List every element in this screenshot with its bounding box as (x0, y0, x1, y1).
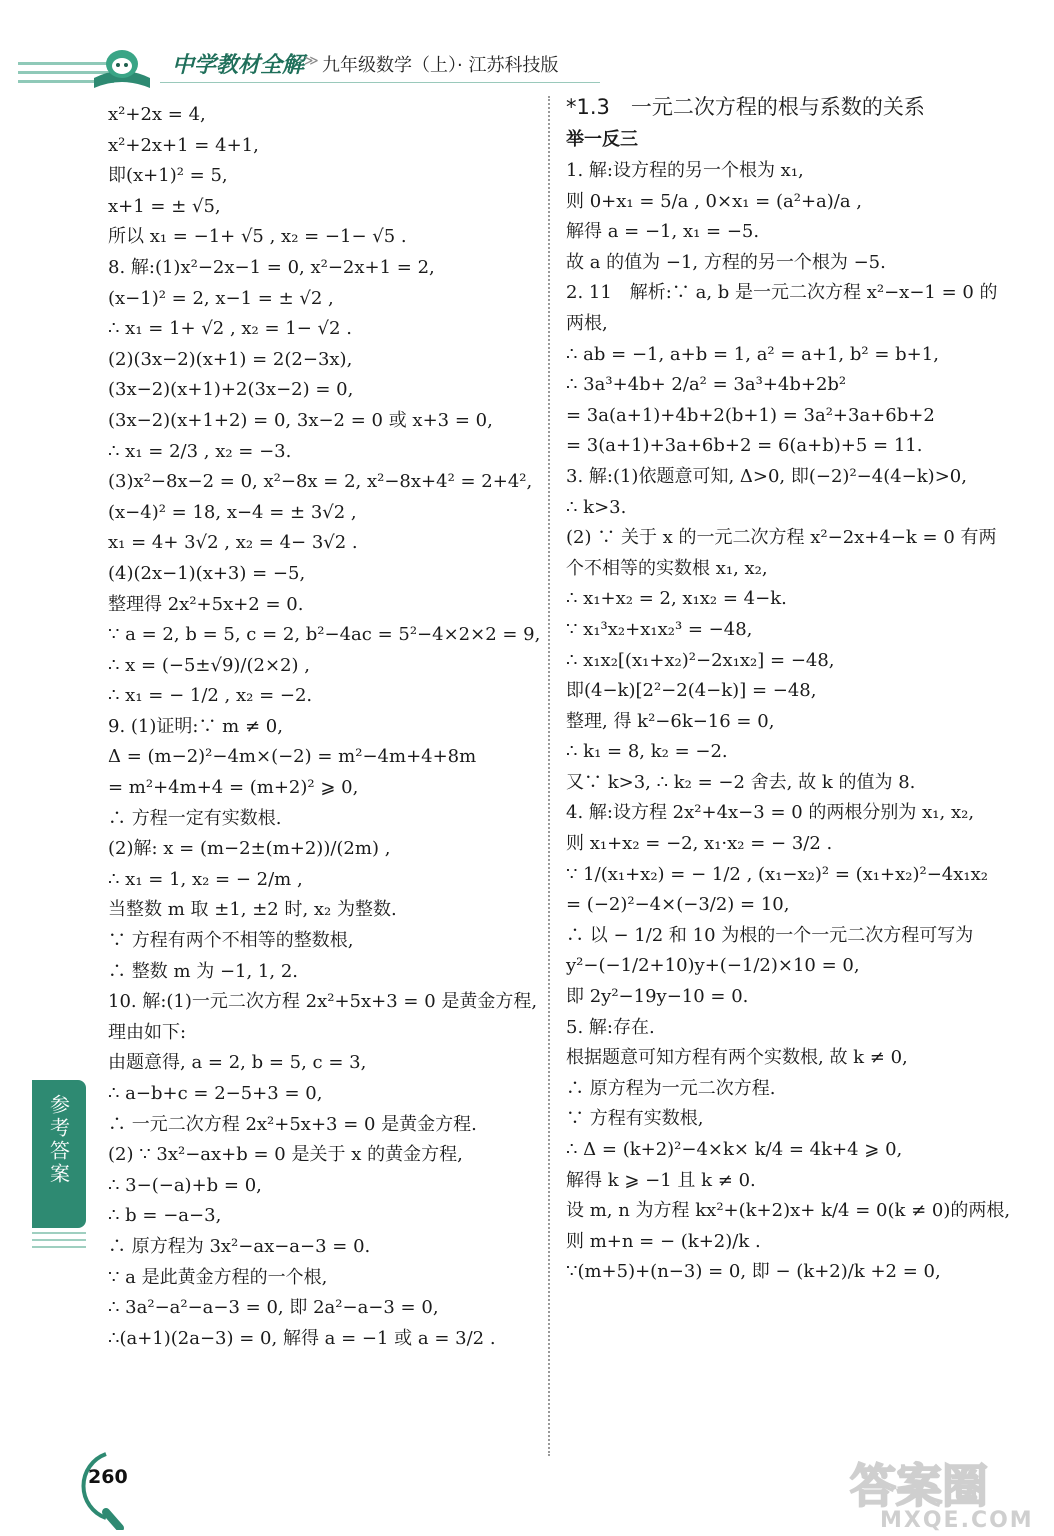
answer-line: 由题意得, a = 2, b = 5, c = 3, (108, 1052, 367, 1074)
answer-line: ∴ x₁+x₂ = 2, x₁x₂ = 4−k. (566, 588, 787, 610)
answer-line: ∴ a−b+c = 2−5+3 = 0, (108, 1083, 323, 1104)
answer-line: (2) ∵ 3x²−ax+b = 0 是关于 x 的黄金方程, (108, 1144, 463, 1166)
answer-line: 设 m, n 为方程 kx²+(k+2)x+ k/4 = 0(k ≠ 0)的两根, (566, 1200, 1011, 1222)
answer-line: 1. 解:设方程的另一个根为 x₁, (566, 160, 804, 181)
answer-line: 5. 解:存在. (566, 1016, 655, 1038)
column-divider (548, 96, 550, 1456)
header-rule (160, 82, 600, 83)
answer-line: ∴ ab = −1, a+b = 1, a² = a+1, b² = b+1, (566, 343, 939, 365)
header-subtitle: 九年级数学（上）· 江苏科技版 (322, 55, 559, 76)
answer-line: ∴ 以 − 1/2 和 10 为根的一个一元二次方程可写为 (566, 924, 974, 946)
answer-line: ∴ x₁ = 1, x₂ = − 2/m , (108, 868, 303, 890)
answer-line: 整理得 2x²+5x+2 = 0. (108, 593, 304, 615)
answer-line: Δ = (m−2)²−4m×(−2) = m²−4m+4+8m (108, 746, 477, 768)
answer-line: x+1 = ± √5, (108, 195, 221, 217)
answer-line: ∴ 3a²−a²−a−3 = 0, 即 2a²−a−3 = 0, (108, 1297, 439, 1319)
answer-line: 理由如下: (108, 1021, 187, 1043)
answer-line: 整理, 得 k²−6k−16 = 0, (566, 710, 775, 732)
answer-line: 8. 解:(1)x²−2x−1 = 0, x²−2x+1 = 2, (108, 256, 435, 278)
answer-line: = 3(a+1)+3a+6b+2 = 6(a+b)+5 = 11. (566, 435, 923, 457)
answer-line: ∵(m+5)+(n−3) = 0, 即 − (k+2)/k +2 = 0, (566, 1261, 941, 1283)
answer-line: (3)x²−8x−2 = 0, x²−8x = 2, x²−8x+4² = 2+4², (108, 471, 533, 493)
reference-answers-tab (32, 1080, 86, 1228)
answer-line: 则 m+n = − (k+2)/k . (566, 1230, 761, 1252)
side-tab-label: 参考答案 (46, 1094, 71, 1186)
header-arrow: ≫ (304, 53, 319, 69)
answer-line: 两根, (566, 312, 608, 334)
section-subtitle: 举一反三 (566, 129, 638, 150)
answer-line: (2)解: x = (m−2±(m+2))/(2m) , (108, 838, 391, 860)
answer-line: ∴ 整数 m 为 −1, 1, 2. (108, 960, 299, 982)
answer-line: x²+2x = 4, (108, 104, 206, 125)
header-title: 中学教材全解 (172, 53, 305, 78)
answer-line: x₁ = 4+ 3√2 , x₂ = 4− 3√2 . (108, 532, 358, 554)
page-header (0, 0, 1054, 100)
answer-line: ∴ Δ = (k+2)²−4×k× k/4 = 4k+4 ⩾ 0, (566, 1139, 903, 1160)
answer-line: (x−1)² = 2, x−1 = ± √2 , (108, 287, 334, 309)
answer-line: 10. 解:(1)一元二次方程 2x²+5x+3 = 0 是黄金方程, (108, 991, 538, 1013)
answer-line: 即(4−k)[2²−2(4−k)] = −48, (566, 680, 817, 702)
answer-line: 2. 11 解析:∵ a, b 是一元二次方程 x²−x−1 = 0 的 (566, 282, 998, 304)
answer-line: ∵ x₁³x₂+x₁x₂³ = −48, (566, 618, 753, 640)
answer-line: (2) ∵ 关于 x 的一元二次方程 x²−2x+4−k = 0 有两 (566, 527, 997, 549)
answer-line: ∴ 一元二次方程 2x²+5x+3 = 0 是黄金方程. (108, 1113, 477, 1135)
answer-line: 即 2y²−19y−10 = 0. (566, 986, 749, 1008)
answer-line: ∴ x₁x₂[(x₁+x₂)²−2x₁x₂] = −48, (566, 649, 835, 671)
answer-line: 3. 解:(1)依题意可知, Δ>0, 即(−2)²−4(4−k)>0, (566, 465, 967, 487)
answer-line: ∵ 1/(x₁+x₂) = − 1/2 , (x₁−x₂)² = (x₁+x₂)²−4x₁x₂ (566, 863, 988, 885)
answer-line: ∴ k>3. (566, 496, 627, 518)
answer-line: (3x−2)(x+1+2) = 0, 3x−2 = 0 或 x+3 = 0, (108, 409, 493, 431)
answer-line: ∵ 方程有两个不相等的整数根, (108, 930, 354, 952)
answer-line: ∴ 原方程为一元二次方程. (566, 1077, 776, 1099)
answer-line: = 3a(a+1)+4b+2(b+1) = 3a²+3a+6b+2 (566, 404, 935, 426)
answer-line: (3x−2)(x+1)+2(3x−2) = 0, (108, 379, 354, 401)
answer-line: 个不相等的实数根 x₁, x₂, (566, 557, 768, 579)
watermark-text: 答案圈 (850, 1459, 988, 1513)
answer-line: 根据题意可知方程有两个实数根, 故 k ≠ 0, (566, 1047, 908, 1069)
answer-line: ∴ b = −a−3, (108, 1205, 222, 1227)
answer-line: 解得 a = −1, x₁ = −5. (566, 221, 760, 243)
answer-line: = (−2)²−4×(−3/2) = 10, (566, 894, 790, 916)
answer-line: ∴ 原方程为 3x²−ax−a−3 = 0. (108, 1235, 371, 1257)
answer-line: ∴ x₁ = − 1/2 , x₂ = −2. (108, 685, 313, 707)
answer-line: 4. 解:设方程 2x²+4x−3 = 0 的两根分别为 x₁, x₂, (566, 802, 975, 824)
answer-line: (2)(3x−2)(x+1) = 2(2−3x), (108, 348, 353, 370)
answer-line: ∵ a 是此黄金方程的一个根, (108, 1266, 328, 1288)
answer-line: ∴ 方程一定有实数根. (108, 807, 282, 829)
left-column (108, 100, 540, 1354)
answer-line: ∴ x₁ = 1+ √2 , x₂ = 1− √2 . (108, 318, 352, 340)
page-number: 260 (88, 1466, 128, 1488)
answer-line: = m²+4m+4 = (m+2)² ⩾ 0, (108, 777, 359, 799)
answer-line: y²−(−1/2+10)y+(−1/2)×10 = 0, (566, 955, 860, 977)
answer-line: ∴ k₁ = 8, k₂ = −2. (566, 741, 728, 763)
section-title: *1.3 一元二次方程的根与系数的关系 (566, 95, 925, 119)
book-logo-icon (90, 44, 154, 92)
answer-line: (x−4)² = 18, x−4 = ± 3√2 , (108, 501, 357, 523)
answer-line: 故 a 的值为 −1, 方程的另一个根为 −5. (566, 251, 886, 273)
answer-line: x²+2x+1 = 4+1, (108, 134, 259, 156)
side-tab-stripes (32, 1232, 86, 1253)
answer-line: ∴ 3−(−a)+b = 0, (108, 1174, 262, 1196)
watermark-url: MXQE.COM (880, 1508, 1034, 1533)
answer-line: ∴ x₁ = 2/3 , x₂ = −3. (108, 440, 292, 462)
answer-line: ∵ a = 2, b = 5, c = 2, b²−4ac = 5²−4×2×2 = 9, (108, 624, 541, 646)
right-column (566, 90, 1022, 1288)
answer-line: (4)(2x−1)(x+3) = −5, (108, 562, 306, 584)
answer-line: ∴ x = (−5±√9)/(2×2) , (108, 654, 310, 676)
answer-line: 即(x+1)² = 5, (108, 165, 228, 187)
answer-line: 所以 x₁ = −1+ √5 , x₂ = −1− √5 . (108, 226, 407, 248)
answer-line: 9. (1)证明:∵ m ≠ 0, (108, 715, 283, 737)
answer-line: 则 x₁+x₂ = −2, x₁·x₂ = − 3/2 . (566, 833, 833, 855)
answer-line: 又∵ k>3, ∴ k₂ = −2 舍去, 故 k 的值为 8. (566, 771, 916, 793)
answer-line: 当整数 m 取 ±1, ±2 时, x₂ 为整数. (108, 899, 397, 921)
answer-line: ∴(a+1)(2a−3) = 0, 解得 a = −1 或 a = 3/2 . (108, 1327, 496, 1349)
answer-line: 则 0+x₁ = 5/a , 0×x₁ = (a²+a)/a , (566, 190, 863, 212)
answer-line: 解得 k ⩾ −1 且 k ≠ 0. (566, 1169, 756, 1191)
answer-line: ∵ 方程有实数根, (566, 1108, 704, 1130)
answer-line: ∴ 3a³+4b+ 2/a² = 3a³+4b+2b² (566, 374, 847, 396)
page-number-arc-icon (76, 1446, 146, 1530)
